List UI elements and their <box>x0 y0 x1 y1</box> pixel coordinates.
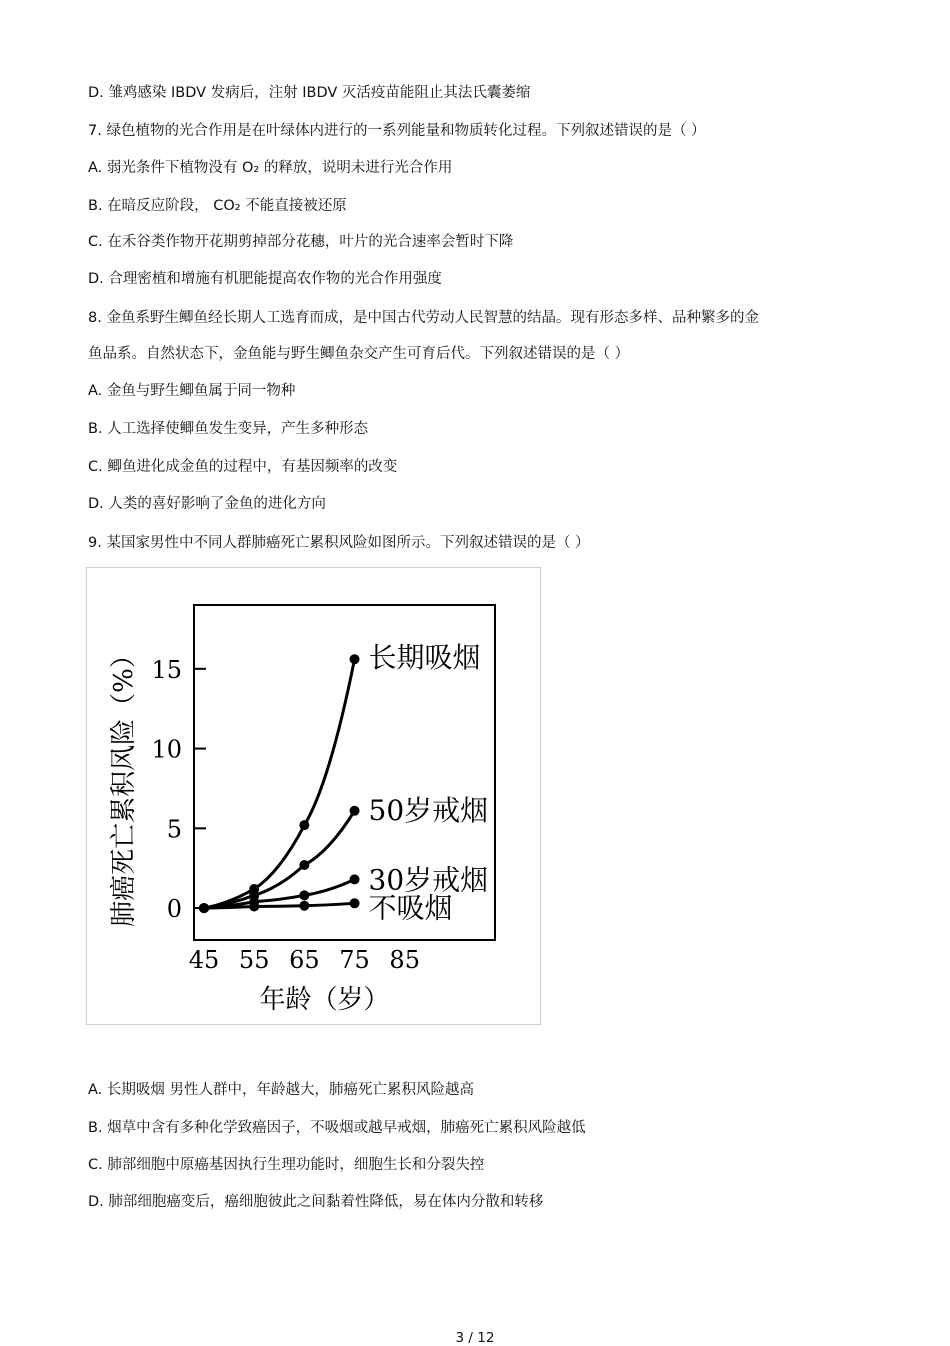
q8-option-b: B. 人工选择使鲫鱼发生变异，产生多种形态 <box>88 421 369 437</box>
data-point <box>299 820 309 830</box>
y-tick-label: 5 <box>166 815 182 844</box>
data-point <box>299 890 309 900</box>
x-tick-label: 75 <box>339 946 370 974</box>
q6-option-d: D. 雏鸡感染 IBDV 发病后，注射 IBDV 灭活疫苗能阻止其法氏囊萎缩 <box>88 85 531 101</box>
q8-option-d: D. 人类的喜好影响了金鱼的进化方向 <box>88 496 326 512</box>
q7-stem: 7. 绿色植物的光合作用是在叶绿体内进行的一系列能量和物质转化过程。下列叙述错误的是（ ） <box>88 123 706 139</box>
y-axis-label: 肺癌死亡累积风险（%） <box>109 642 139 927</box>
q9-stem: 9. 某国家男性中不同人群肺癌死亡累积风险如图所示。下列叙述错误的是（ ） <box>88 535 590 551</box>
series-line <box>204 659 355 908</box>
x-tick-label: 55 <box>238 946 270 974</box>
q9-option-b: B. 烟草中含有多种化学致癌因子，不吸烟或越早戒烟，肺癌死亡累积风险越低 <box>88 1120 586 1136</box>
x-tick-label: 85 <box>389 946 420 974</box>
risk-chart <box>87 568 540 1024</box>
series-label: 50岁戒烟 <box>368 793 489 827</box>
q7-option-d: D. 合理密植和增施有机肥能提高农作物的光合作用强度 <box>88 271 442 287</box>
data-point <box>350 898 360 908</box>
y-tick-label: 0 <box>166 895 182 924</box>
x-axis-label: 年龄（岁） <box>259 985 390 1015</box>
data-point <box>249 902 259 912</box>
series-line <box>204 811 355 908</box>
x-tick-label: 45 <box>188 946 220 974</box>
x-tick-label: 65 <box>289 946 320 974</box>
q7-option-c: C. 在禾谷类作物开花期剪掉部分花穗，叶片的光合速率会暂时下降 <box>88 234 514 250</box>
q8-option-a: A. 金鱼与野生鲫鱼属于同一物种 <box>88 383 296 399</box>
data-point <box>350 874 360 884</box>
data-point <box>299 860 309 870</box>
q7-option-b: B. 在暗反应阶段， CO₂ 不能直接被还原 <box>88 198 347 214</box>
data-point <box>350 806 360 816</box>
series-label: 不吸烟 <box>368 891 453 925</box>
data-point <box>350 654 360 664</box>
data-point <box>299 901 309 911</box>
page-number: 3 / 12 <box>455 1330 495 1346</box>
q9-option-c: C. 肺部细胞中原癌基因执行生理功能时，细胞生长和分裂失控 <box>88 1157 485 1173</box>
y-tick-label: 10 <box>151 735 182 764</box>
series-label: 30岁戒烟 <box>368 863 489 897</box>
q8-option-c: C. 鲫鱼进化成金鱼的过程中，有基因频率的改变 <box>88 459 398 475</box>
q7-option-a: A. 弱光条件下植物没有 O₂ 的释放，说明未进行光合作用 <box>88 160 453 176</box>
q9-option-d: D. 肺部细胞癌变后，癌细胞彼此之间黏着性降低，易在体内分散和转移 <box>88 1194 544 1210</box>
q8-stem-1: 8. 金鱼系野生鲫鱼经长期人工选育而成，是中国古代劳动人民智慧的结晶。现有形态多样、品种繁多的金 <box>88 310 759 326</box>
lung-cancer-risk-figure <box>86 567 541 1025</box>
q9-option-a: A. 长期吸烟 男性人群中，年龄越大，肺癌死亡累积风险越高 <box>88 1082 474 1098</box>
q8-stem-2: 鱼品系。自然状态下，金鱼能与野生鲫鱼杂交产生可育后代。下列叙述错误的是（ ） <box>88 346 630 362</box>
data-point <box>199 903 209 913</box>
y-tick-label: 15 <box>151 655 182 684</box>
series-label: 长期吸烟 <box>368 641 481 675</box>
